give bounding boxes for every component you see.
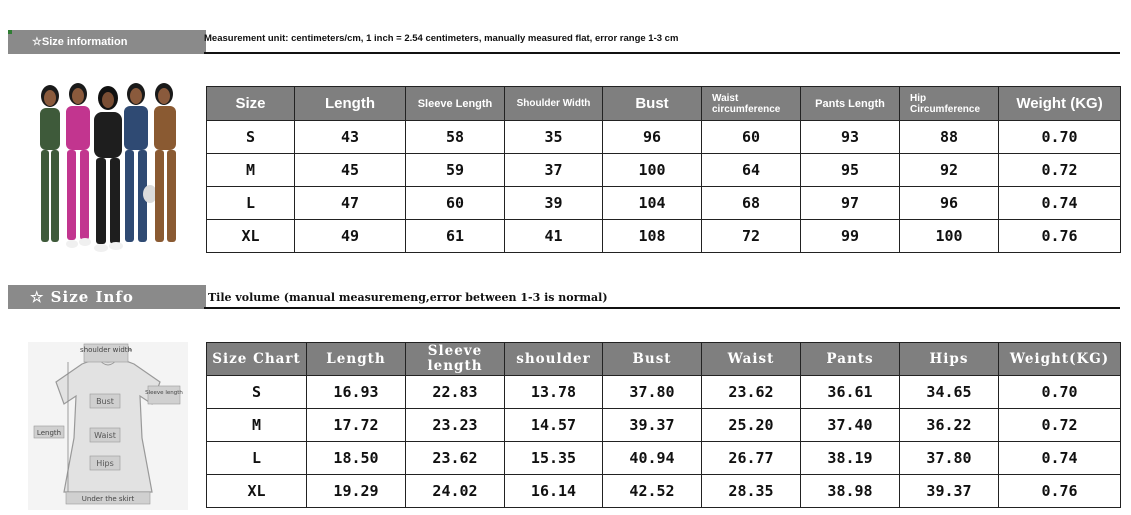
cell-size: L <box>207 442 307 475</box>
cell-weight: 0.76 <box>999 220 1121 253</box>
cell-bust: 104 <box>603 187 702 220</box>
label-under-skirt: Under the skirt <box>81 495 135 503</box>
header-bust: Bust <box>603 343 702 376</box>
table-row <box>207 187 1121 220</box>
label-shoulder: shoulder width <box>80 346 132 354</box>
cell-sleeve: 60 <box>406 187 505 220</box>
models-photo <box>28 78 188 264</box>
header-size: Size <box>207 87 295 121</box>
cell-shoulder: 37 <box>505 154 603 187</box>
cell-sleeve: 58 <box>406 121 505 154</box>
cell-weight: 0.72 <box>999 154 1121 187</box>
header-pants-length: Pants Length <box>801 87 900 121</box>
cell-bust: 37.80 <box>603 376 702 409</box>
header-weight: Weight(KG) <box>999 343 1121 376</box>
model-black <box>94 86 123 252</box>
cell-weight: 0.70 <box>999 376 1121 409</box>
header-sleeve-length: Sleeve Length <box>406 87 505 121</box>
header-hip: Hip Circumference <box>900 87 999 121</box>
cell-sleeve: 24.02 <box>406 475 505 508</box>
cell-hips: 36.22 <box>900 409 999 442</box>
cell-size: S <box>207 121 295 154</box>
header-waist: Waist circumference <box>702 87 801 121</box>
cell-waist: 28.35 <box>702 475 801 508</box>
cell-waist: 72 <box>702 220 801 253</box>
cell-pants: 38.19 <box>801 442 900 475</box>
cell-weight: 0.74 <box>999 187 1121 220</box>
cell-sleeve: 61 <box>406 220 505 253</box>
table-row <box>207 409 1121 442</box>
label-hips: Hips <box>96 459 114 468</box>
divider-rule <box>204 52 1120 54</box>
header-size-chart: Size Chart <box>207 343 307 376</box>
cell-pants: 99 <box>801 220 900 253</box>
cell-waist: 60 <box>702 121 801 154</box>
cell-bust: 40.94 <box>603 442 702 475</box>
cell-sleeve: 22.83 <box>406 376 505 409</box>
cell-waist: 26.77 <box>702 442 801 475</box>
header-waist: Waist <box>702 343 801 376</box>
cell-length: 16.93 <box>307 376 406 409</box>
cell-length: 18.50 <box>307 442 406 475</box>
size-table-inch <box>206 342 1121 508</box>
cell-bust: 42.52 <box>603 475 702 508</box>
cell-weight: 0.76 <box>999 475 1121 508</box>
cell-sleeve: 23.23 <box>406 409 505 442</box>
cell-sleeve: 59 <box>406 154 505 187</box>
label-sleeve: Sleeve length <box>145 390 183 396</box>
cell-hip: 88 <box>900 121 999 154</box>
header-shoulder-width: Shoulder Width <box>505 87 603 121</box>
header-shoulder: shoulder <box>505 343 603 376</box>
cell-size: S <box>207 376 307 409</box>
cell-size: XL <box>207 220 295 253</box>
table-header-row <box>207 343 1121 376</box>
cell-length: 45 <box>295 154 406 187</box>
cell-shoulder: 35 <box>505 121 603 154</box>
label-length: Length <box>36 429 62 437</box>
table-row <box>207 154 1121 187</box>
cell-shoulder: 41 <box>505 220 603 253</box>
model-green <box>40 85 60 242</box>
cell-size: XL <box>207 475 307 508</box>
label-waist: Waist <box>94 431 116 440</box>
header-hips: Hips <box>900 343 999 376</box>
header-sleeve-length: Sleeve length <box>406 343 505 376</box>
cell-bust: 39.37 <box>603 409 702 442</box>
cell-hips: 34.65 <box>900 376 999 409</box>
garment-measurement-diagram <box>28 342 188 510</box>
cell-length: 47 <box>295 187 406 220</box>
divider-rule <box>204 307 1120 309</box>
cell-shoulder: 16.14 <box>505 475 603 508</box>
cell-shoulder: 14.57 <box>505 409 603 442</box>
cell-waist: 25.20 <box>702 409 801 442</box>
header-pants: Pants <box>801 343 900 376</box>
cell-weight: 0.72 <box>999 409 1121 442</box>
cell-length: 49 <box>295 220 406 253</box>
cell-shoulder: 13.78 <box>505 376 603 409</box>
cell-shoulder: 39 <box>505 187 603 220</box>
model-pink <box>66 83 91 248</box>
cell-hip: 100 <box>900 220 999 253</box>
cell-size: L <box>207 187 295 220</box>
cell-weight: 0.70 <box>999 121 1121 154</box>
cell-waist: 68 <box>702 187 801 220</box>
header-length: Length <box>295 87 406 121</box>
cell-bust: 108 <box>603 220 702 253</box>
cell-pants: 38.98 <box>801 475 900 508</box>
cell-hips: 37.80 <box>900 442 999 475</box>
cell-bust: 96 <box>603 121 702 154</box>
cell-size: M <box>207 154 295 187</box>
table-row <box>207 220 1121 253</box>
size-information-title: ☆Size information <box>32 36 128 48</box>
cell-hip: 96 <box>900 187 999 220</box>
label-bust: Bust <box>96 397 114 406</box>
cell-pants: 37.40 <box>801 409 900 442</box>
cell-size: M <box>207 409 307 442</box>
cell-bust: 100 <box>603 154 702 187</box>
table-row <box>207 442 1121 475</box>
table-row <box>207 475 1121 508</box>
cell-pants: 93 <box>801 121 900 154</box>
cell-length: 19.29 <box>307 475 406 508</box>
size-table-cm <box>206 86 1121 253</box>
table-header-row <box>207 87 1121 121</box>
cell-length: 43 <box>295 121 406 154</box>
cell-pants: 36.61 <box>801 376 900 409</box>
header-length: Length <box>307 343 406 376</box>
header-weight: Weight (KG) <box>999 87 1121 121</box>
model-blue <box>124 83 157 242</box>
table-row <box>207 376 1121 409</box>
cell-pants: 97 <box>801 187 900 220</box>
cell-hip: 92 <box>900 154 999 187</box>
cell-weight: 0.74 <box>999 442 1121 475</box>
model-brown <box>154 83 176 242</box>
measurement-note: Measurement unit: centimeters/cm, 1 inch = 2.54 centimeters, manually measured flat, error range 1-3 cm <box>204 33 679 44</box>
cell-hips: 39.37 <box>900 475 999 508</box>
cell-shoulder: 15.35 <box>505 442 603 475</box>
banner-accent <box>8 30 12 34</box>
size-info-banner <box>8 285 206 309</box>
cell-waist: 64 <box>702 154 801 187</box>
size-info-title: ☆ Size Info <box>30 288 134 306</box>
cell-sleeve: 23.62 <box>406 442 505 475</box>
cell-pants: 95 <box>801 154 900 187</box>
cell-length: 17.72 <box>307 409 406 442</box>
size-information-banner <box>8 30 206 54</box>
tile-volume-note: Tile volume (manual measuremeng,error between 1-3 is normal) <box>208 291 608 304</box>
cell-waist: 23.62 <box>702 376 801 409</box>
header-bust: Bust <box>603 87 702 121</box>
table-row <box>207 121 1121 154</box>
